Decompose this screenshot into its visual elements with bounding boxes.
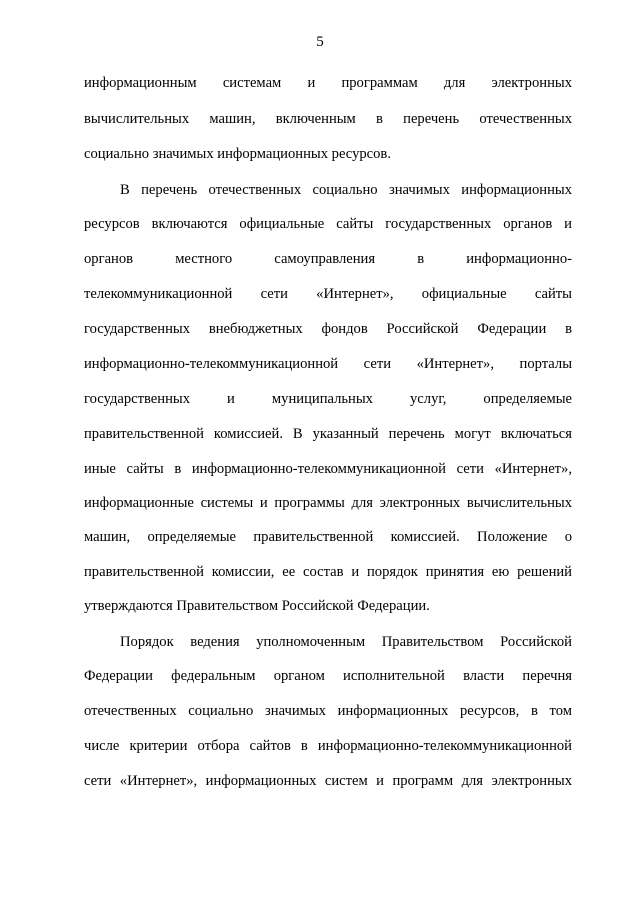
text-line: ресурсов включаются официальные сайты государственных органов и: [84, 216, 572, 232]
text-line: информационные системы и программы для электронных вычислительных: [84, 495, 572, 511]
text-line: информационно-телекоммуникационной сети «Интернет», порталы: [84, 356, 572, 372]
text-line: сети «Интернет», информационных систем и программ для электронных: [84, 773, 572, 789]
text-line: иные сайты в информационно-телекоммуникационной сети «Интернет»,: [84, 461, 572, 477]
text-line: органов местного самоуправления в информационно-: [84, 251, 572, 267]
text-line: Порядок ведения уполномоченным Правительством Российской: [120, 634, 572, 650]
text-line: правительственной комиссии, ее состав и порядок принятия ею решений: [84, 564, 572, 580]
page-number: 5: [316, 34, 324, 50]
text-line: информационным системам и программам для электронных: [84, 75, 572, 91]
text-line: машин, определяемые правительственной комиссией. Положение о: [84, 529, 572, 545]
text-line: государственных внебюджетных фондов Российской Федерации в: [84, 321, 572, 337]
text-line: телекоммуникационной сети «Интернет», официальные сайты: [84, 286, 572, 302]
text-line: вычислительных машин, включенным в перечень отечественных: [84, 111, 572, 127]
text-line: социально значимых информационных ресурсов.: [84, 146, 391, 162]
text-line: Федерации федеральным органом исполнительной власти перечня: [84, 668, 572, 684]
text-line: утверждаются Правительством Российской Федерации.: [84, 598, 430, 614]
text-line: государственных и муниципальных услуг, определяемые: [84, 391, 572, 407]
text-line: отечественных социально значимых информационных ресурсов, в том: [84, 703, 572, 719]
text-line: правительственной комиссией. В указанный перечень могут включаться: [84, 426, 572, 442]
text-line: числе критерии отбора сайтов в информационно-телекоммуникационной: [84, 738, 572, 754]
text-line: В перечень отечественных социально значимых информационных: [120, 182, 572, 198]
